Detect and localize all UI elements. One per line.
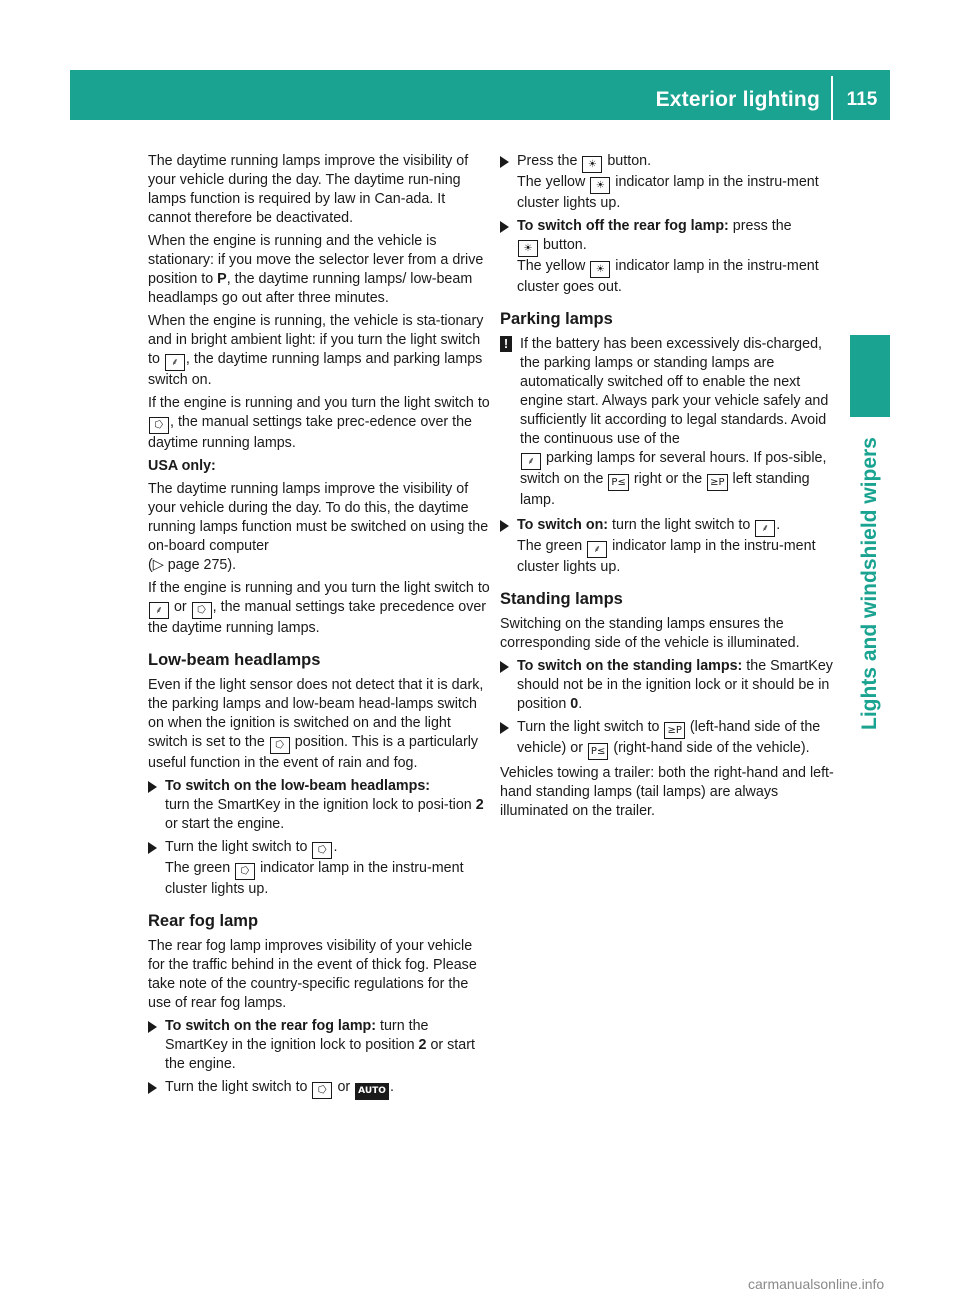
chapter-header-bar <box>70 70 890 120</box>
section-heading-standing: Standing lamps <box>500 590 623 608</box>
paragraph: Even if the light sensor does not detect that it is dark, the parking lamps and low-beam head-lamps switch on when the ignition is switched on and the light switch is set to the ⭔ position. This is a particularly useful function in the event of rain and fog. <box>148 677 484 771</box>
low-beam-icon: ⭔ <box>312 842 332 859</box>
instruction-step: To switch on the standing lamps: the SmartKey should not be in the ignition lock or it should be in position 0. <box>500 657 836 714</box>
right-standing-lamp-icon: P≤ <box>608 474 628 491</box>
rear-fog-lamp-icon: ☀ <box>590 261 610 278</box>
left-column <box>148 152 490 1104</box>
instruction-step: Turn the light switch to ⭔ or AUTO . <box>148 1078 490 1100</box>
step-arrow-icon <box>500 221 509 233</box>
step-arrow-icon <box>500 722 509 734</box>
instruction-step: To switch off the rear fog lamp: press the ☀ button. The yellow ☀ indicator lamp in the instru-ment cluster goes out. <box>500 217 836 297</box>
low-beam-icon: ⭔ <box>149 417 169 434</box>
low-beam-icon: ⭔ <box>235 863 255 880</box>
source-watermark: carmanualsonline.info <box>748 1276 885 1292</box>
step-arrow-icon <box>148 1082 157 1094</box>
side-tab-marker <box>850 335 890 417</box>
paragraph: Vehicles towing a trailer: both the right-hand and left-hand standing lamps (tail lamps) are always illuminated on the trailer. <box>500 765 834 819</box>
parking-lamp-icon: ⸙ <box>587 541 607 558</box>
paragraph: If the engine is running and you turn the light switch to ⸙ or ⭔ , the manual settings take precedence over the daytime running lamps. <box>148 580 490 636</box>
instruction-step: Turn the light switch to ≥P (left-hand side of the vehicle) or P≤ (right-hand side of the vehicle). <box>500 718 836 760</box>
step-arrow-icon <box>148 1021 157 1033</box>
parking-lamp-icon: ⸙ <box>521 453 541 470</box>
low-beam-icon: ⭔ <box>192 602 212 619</box>
paragraph: When the engine is running and the vehicle is stationary: if you move the selector lever from a drive position to P, the daytime running lamps/ low-beam headlamps go out after three minutes. <box>148 233 484 306</box>
instruction-step: Turn the light switch to ⭔ . The green ⭔ indicator lamp in the instru-ment cluster lights up. <box>148 838 490 899</box>
right-standing-lamp-icon: P≤ <box>588 743 608 760</box>
instruction-step: To switch on the rear fog lamp: turn the SmartKey in the ignition lock to position 2 or start the engine. <box>148 1017 490 1074</box>
chapter-title: Exterior lighting <box>655 88 820 111</box>
side-tab-label: Lights and windshield wipers <box>858 437 881 730</box>
paragraph: Switching on the standing lamps ensures the corresponding side of the vehicle is illuminated. <box>500 616 800 651</box>
section-heading-low-beam: Low-beam headlamps <box>148 651 321 669</box>
instruction-step: To switch on: turn the light switch to ⸙ . The green ⸙ indicator lamp in the instru-ment cluster lights up. <box>500 516 836 577</box>
step-arrow-icon <box>500 661 509 673</box>
step-arrow-icon <box>148 842 157 854</box>
step-arrow-icon <box>148 781 157 793</box>
rear-fog-lamp-icon: ☀ <box>518 240 538 257</box>
header-separator <box>831 76 833 120</box>
right-column <box>500 152 836 825</box>
paragraph: The daytime running lamps improve the visibility of your vehicle during the day. The daytime run-ning lamps function is required by law in Can-ada. It cannot therefore be deactivated. <box>148 153 469 226</box>
usa-only-label: USA only: <box>148 458 216 474</box>
parking-lamp-icon: ⸙ <box>755 520 775 537</box>
section-heading-parking: Parking lamps <box>500 310 613 328</box>
page-reference: (▷ page 275). <box>148 557 237 573</box>
page-number: 115 <box>846 89 878 110</box>
paragraph: When the engine is running, the vehicle is sta-tionary and in bright ambient light: if you turn the light switch to ⸙ , the daytime running lamps and parking lamps switch on. <box>148 313 484 388</box>
parking-lamp-icon: ⸙ <box>149 602 169 619</box>
section-heading-rear-fog: Rear fog lamp <box>148 912 259 930</box>
auto-light-icon: AUTO <box>355 1083 389 1100</box>
instruction-step: To switch on the low-beam headlamps: turn the SmartKey in the ignition lock to posi-tion 2 or start the engine. <box>148 777 490 834</box>
step-arrow-icon <box>500 520 509 532</box>
step-arrow-icon <box>500 156 509 168</box>
paragraph: The rear fog lamp improves visibility of your vehicle for the traffic behind in the event of thick fog. Please take note of the country-specific regulations for the use of rear fog lamps. <box>148 938 477 1011</box>
rear-fog-lamp-icon: ☀ <box>590 177 610 194</box>
low-beam-icon: ⭔ <box>312 1082 332 1099</box>
low-beam-icon: ⭔ <box>270 737 290 754</box>
left-standing-lamp-icon: ≥P <box>664 722 684 739</box>
rear-fog-lamp-icon: ☀ <box>582 156 602 173</box>
warning-icon: ! <box>500 336 512 352</box>
left-standing-lamp-icon: ≥P <box>707 474 727 491</box>
warning-note: ! If the battery has been excessively dis-charged, the parking lamps or standing lamps are automatically switched off to enable the next engine start. Always park your vehicle safely and sufficiently lit according to legal standards. Avoid the continuous use of the ⸙ parking lamps for several hours. If pos-sible, switch on the P≤ right or the ≥P left standing lamp. <box>500 335 836 510</box>
parking-lamp-icon: ⸙ <box>165 354 185 371</box>
paragraph: If the engine is running and you turn the light switch to ⭔ , the manual settings take prec-edence over the daytime running lamps. <box>148 395 490 451</box>
paragraph: The daytime running lamps improve the visibility of your vehicle during the day. To do this, the daytime running lamps function must be switched on using the on-board computer (▷ page 275). <box>148 481 489 573</box>
instruction-step: Press the ☀ button. The yellow ☀ indicator lamp in the instru-ment cluster lights up. <box>500 152 836 213</box>
